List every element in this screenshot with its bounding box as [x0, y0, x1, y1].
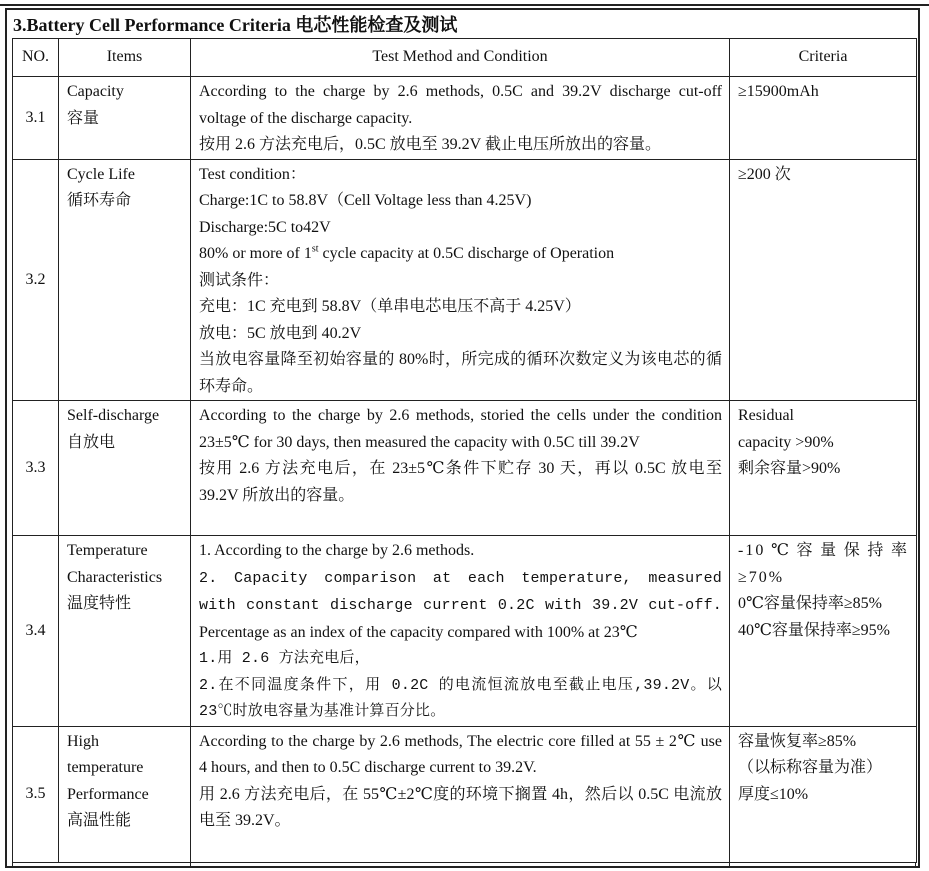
- criteria-line: ≥200 次: [738, 165, 791, 183]
- table-header-row: [13, 39, 917, 77]
- table-row: [13, 77, 917, 160]
- row-criteria: [730, 401, 917, 536]
- row-number: 3.1: [13, 77, 59, 160]
- method-text-mono: 2. Capacity comparison at each temperature, measured with constant discharge current 0.2C with 39.2V cut-off.: [199, 569, 722, 614]
- method-line-mono: 1.用 2.6 方法充电后，: [199, 650, 370, 667]
- method-line: According to the charge by 2.6 methods, The electric core filled at 55 ± 2℃ use 4 hours, and then to 0.5C discharge current to 39.2V.: [199, 732, 722, 776]
- method-line: According to the charge by 2.6 methods, 0.5C and 39.2V discharge cut-off voltage of the discharge capacity.: [199, 83, 722, 127]
- method-text: 80% or more of 1: [199, 245, 312, 262]
- method-line: Charge:1C to 58.8V（Cell Voltage less than 4.25V): [199, 192, 532, 209]
- item-line: Temperature: [67, 542, 148, 559]
- criteria-line: 容量恢复率≥85%: [738, 732, 857, 750]
- row-method: [191, 77, 730, 160]
- method-line: Test condition：: [199, 165, 306, 183]
- superscript-st: st: [311, 243, 319, 255]
- method-line: 当放电容量降至初始容量的 80%时，所完成的循环次数定义为该电芯的循环寿命。: [199, 351, 722, 395]
- criteria-line: 40℃容量保持率≥95%: [738, 621, 891, 639]
- header-method: Test Method and Condition: [191, 39, 730, 77]
- criteria-line: 0℃容量保持率≥85%: [738, 595, 883, 612]
- top-rule: [0, 4, 929, 6]
- method-line: 1. According to the charge by 2.6 methods.: [199, 542, 475, 559]
- column-divider: [190, 862, 191, 868]
- item-line: 循环寿命: [67, 192, 132, 209]
- table-row: [13, 159, 917, 401]
- item-line: Self-discharge: [67, 407, 160, 424]
- criteria-line: （以标称容量为准）: [738, 759, 883, 776]
- row-method: [191, 726, 730, 862]
- row-number: 3.2: [13, 159, 59, 401]
- item-line: temperature: [67, 759, 144, 776]
- row-method: [191, 159, 730, 401]
- item-line: 自放电: [67, 433, 116, 451]
- method-text: cycle capacity at 0.5C discharge of Operation: [318, 245, 615, 262]
- section-title: 3.Battery Cell Performance Criteria 电芯性能检查及测试: [13, 15, 458, 35]
- row-item: [59, 77, 191, 160]
- item-line: 温度特性: [67, 595, 132, 612]
- row-number: 3.3: [13, 401, 59, 536]
- method-line: 放电：5C 放电到 40.2V: [199, 324, 362, 342]
- row-item: [59, 536, 191, 727]
- method-line: 按用 2.6 方法充电后，在 23±5℃条件下贮存 30 天，再以 0.5C 放电至 39.2V 所放出的容量。: [199, 460, 722, 504]
- item-line: 容量: [67, 109, 100, 127]
- row-item: [59, 401, 191, 536]
- table-row: [13, 401, 917, 536]
- method-line: 充电：1C 充电到 58.8V（单串电芯电压不高于 4.25V）: [199, 298, 581, 315]
- header-no: NO.: [13, 39, 59, 77]
- method-text: Percentage as an index of the capacity compared with 100% at 23℃: [199, 623, 638, 641]
- row-method: [191, 536, 730, 727]
- item-line: Performance: [67, 785, 149, 803]
- column-divider: [729, 862, 730, 868]
- top-cut-edge: [0, 0, 929, 7]
- criteria-line: ≥15900mAh: [738, 83, 819, 100]
- item-line: Cycle Life: [67, 165, 135, 183]
- row-number: 3.4: [13, 536, 59, 727]
- row-criteria: [730, 159, 917, 401]
- row-method: [191, 401, 730, 536]
- table-row: [13, 726, 917, 862]
- method-line: 测试条件：: [199, 271, 280, 289]
- criteria-line: 剩余容量>90%: [738, 460, 841, 477]
- battery-criteria-table: [12, 38, 917, 863]
- row-item: [59, 726, 191, 862]
- row-number: 3.5: [13, 726, 59, 862]
- item-line: 高温性能: [67, 812, 132, 829]
- method-line: 按用 2.6 方法充电后，0.5C 放电至 39.2V 截止电压所放出的容量。: [199, 136, 661, 153]
- row-item: [59, 159, 191, 401]
- method-line: According to the charge by 2.6 methods, storied the cells under the condition 23±5℃ for 30 days, then measured the capacity with 0.5C till 39.2V: [199, 407, 722, 451]
- method-line-mono: 2.在不同温度条件下，用 0.2C 的电流恒流放电至截止电压,39.2V。以 23℃时放电容量为基准计算百分比。: [199, 676, 722, 720]
- method-line-cycle: [199, 241, 722, 268]
- row-criteria: [730, 726, 917, 862]
- row-criteria: [730, 536, 917, 727]
- criteria-line: 厚度≤10%: [738, 785, 809, 803]
- criteria-line: capacity >90%: [738, 433, 834, 451]
- method-line: Discharge:5C to42V: [199, 218, 331, 236]
- table-row: [13, 536, 917, 727]
- header-criteria: Criteria: [730, 39, 917, 77]
- item-line: Characteristics: [67, 568, 163, 586]
- method-line: 用 2.6 方法充电后，在 55℃±2℃度的环境下搁置 4h，然后以 0.5C 电流放电至 39.2V。: [199, 785, 722, 829]
- item-line: Capacity: [67, 83, 124, 100]
- table-continuation: [12, 862, 916, 868]
- method-line-comparison: [199, 565, 722, 647]
- item-line: High: [67, 732, 99, 750]
- header-items: Items: [59, 39, 191, 77]
- criteria-line: -10℃容量保持率≥70%: [738, 542, 909, 586]
- criteria-line: Residual: [738, 407, 794, 424]
- row-criteria: [730, 77, 917, 160]
